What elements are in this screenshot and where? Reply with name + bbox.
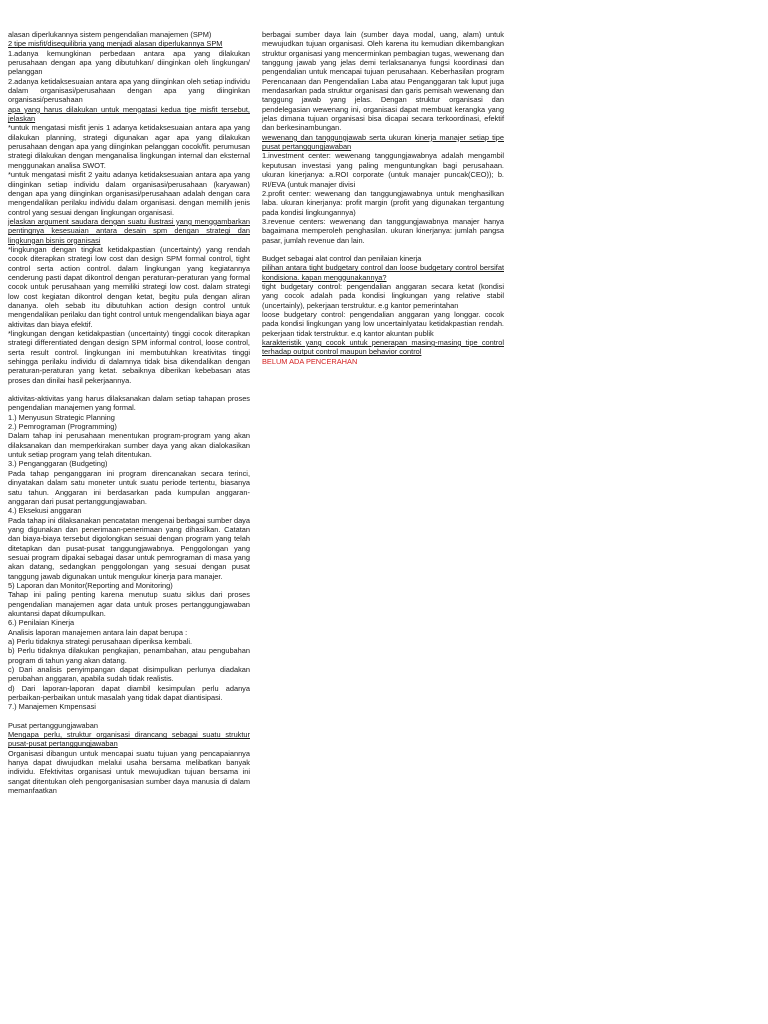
paragraph: Pusat pertanggungjawaban: [8, 720, 98, 730]
paragraph: berbagai sumber daya lain (sumber daya modal, uang, alam) untuk mewujudkan tujuan organisasi. Oleh karena itu kemudian dikembangkan struktur organisasi yang mencerminkan pembagian tugas, wewenang dan tanggung jawab yang jelas demi terlaksananya fungsi koordinasi dan pengendalian untuk mencapai tujuan perusahaan. Keberhasilan program Perencanaan dan Pengendalian Laba atau Penganggaran tak luput juga mendasarkan pada struktur organisasi dan garis pemisah wewenang dan tanggung jawab yang jelas. Dengan struktur organisasi dan pendelegasian wewenang ini, organisasi dapat membuat kerangka yang jelas dimana tujuan organisasi bisa dicapai secara terkoordinasi, efektif dan berkesinambungan.: [262, 30, 504, 133]
paragraph: c) Dari analisis penyimpangan dapat disimpulkan perlunya diadakan perubahan anggaran, apabila sudah tidak realistis.: [8, 665, 250, 684]
paragraph: 1.) Menyusun Strategic Planning: [8, 412, 115, 422]
paragraph: a) Perlu tidaknya strategi perusahaan diperiksa kembali.: [8, 637, 193, 646]
paragraph: *lingkungan dengan tingkat ketidakpastian (uncertainty) yang rendah cocok diterapkan strategi low cost dan design SPM formal control, tight control serta action control. dalam lingkungan yang kegiatannya cenderung pasti dapat dikontrol dengan peraturan-peraturan yang formal cocok untuk perusahaan yang memiliki strategi low cost. dalam strategi low cost kegiatan dikontrol dengan ketat, begitu pula dengan aliran dananya. oleh sebab itu dibutuhkan action design control untuk mengendalikan perilaku dan tight control untuk mengendalikan biaya agar aktivitas dan biaya efektif.: [8, 244, 250, 329]
paragraph: b) Perlu tidaknya dilakukan pengkajian, penambahan, atau pengubahan program di tahun yang akan datang.: [8, 646, 250, 665]
left-column: [8, 30, 250, 796]
question-heading: karakteristik yang cocok untuk penerapan masing-masing tipe control terhadap output control maupun behavior control: [262, 338, 504, 357]
paragraph: *untuk mengatasi misfit 2 yaitu adanya ketidaksesuaian antara apa yang diinginkan setiap individu dalam organisasi/perusahaan (karyawan) dengan apa yang diinginkan organisasi/perusahaan adalah dengan cara mengendalikan perilaku individu dalam organisasi. dengan memilih jenis control yang sesuai dengan lingkungan organisasi.: [8, 170, 250, 217]
question-heading: 2 tipe misfit/disequilibria yang menjadi alasan diperlukannya SPM: [8, 39, 223, 49]
paragraph: tight budgetary control: pengendalian anggaran secara ketat (kondisi yang cocok adalah pada kondisi lingkungan yang relative stabil (uncertainly), pekerjaan terstruktur. e.g kantor pemerintahan: [262, 281, 504, 310]
paragraph: 6.) Penilaian Kinerja: [8, 618, 75, 628]
paragraph: Pada tahap penganggaran ini program direncanakan secara terinci, dinyatakan dalam satu moneter untuk suatu periode tertentu, biasanya satu tahun. Anggaran ini berdasarkan pada kumpulan anggaran-anggaran dari pusat pertanggungjawaban.: [8, 468, 250, 506]
paragraph: Budget sebagai alat control dan penilaian kinerja: [262, 253, 422, 263]
paragraph: loose budgetary control: pengendalian anggaran yang longgar. cocok pada kondisi lingkungan yang low uncertainlyatau ketidakpastian rendah. pekerjaan tidak terstruktur. e.q kantor akuntan publik: [262, 309, 504, 338]
question-heading: wewenang dan tanggungjawab serta ukuran kinerja manajer setiap tipe pusat pertanggungjawaban: [262, 132, 504, 152]
paragraph-gap: [8, 385, 250, 394]
paragraph: *lingkungan dengan ketidakpastian (uncertainty) tinggi cocok diterapkan strategi differentiated dengan design SPM informal control, loose control, serta result control. lingkungan ini membutuhkan kreativitas tinggi sehingga perilaku individu di dalamnya tidak bisa dikendalikan dengan peraturan-peraturan yang ketat. sebaiknya diberikan kebebasan atas proses dan dinilai hasil pekerjaannya.: [8, 329, 250, 385]
paragraph: 4.) Eksekusi anggaran: [8, 506, 82, 516]
paragraph: Pada tahap ini dilaksanakan pencatatan mengenai berbagai sumber daya yang digunakan dan penerimaan-penerimaan yang dihasilkan. Catatan dan biaya-biaya tersebut digolongkan sesuai dengan program yang telah ditetapkan dan pusat-pusat tanggungjawabnya. Penggolongan yang sesuai program dipakai sebagai dasar untuk pemrograman di masa yang akan datang, sedangkan penggolongan yang sesuai dengan pusat tanggung jawab digunakan untuk mengukur kinerja para manajer.: [8, 515, 250, 581]
paragraph: 7.) Manajemen Kmpensasi: [8, 702, 96, 712]
paragraph: 2.) Pemrograman (Programming): [8, 422, 117, 432]
paragraph: 2.profit center: wewenang dan tanggungjawabnya untuk menghasilkan laba. ukuran kinerjanya: profit margin (profit yang digunakan tergantung pada kondisi lingkungannya): [262, 188, 504, 217]
paragraph-gap: [8, 712, 250, 721]
paragraph: *untuk mengatasi misfit jenis 1 adanya ketidaksesuaian antara apa yang dilakukan planning, strategi digunakan agar apa yang dilakukan perusahaan dengan apa yang diinginkan pelanggan cocok/fit. perumusan strategi dilakukan dengan menganalisa lingkungan internal dan eksternal menggunakan analisa SWOT.: [8, 123, 250, 170]
question-heading: Mengapa perlu, struktur organisasi dirancang sebagai suatu struktur pusat-pusat pertanggungjawaban: [8, 730, 250, 749]
question-heading: jelaskan argument saudara dengan suatu ilustrasi yang menggambarkan pentingnya kesesuaian antara desain spm dengan strategi dan lingkungan bisnis organisasi: [8, 216, 250, 245]
question-heading: apa yang harus dilakukan untuk mengatasi kedua tipe misfit tersebut, jelaskan: [8, 104, 250, 124]
paragraph: Dalam tahap ini perusahaan menentukan program-program yang akan dilaksanakan dan memperkirakan sumber daya yang akan dialokasikan untuk setiap program yang telah ditentukan.: [8, 431, 250, 460]
paragraph: 3.) Penganggaran (Budgeting): [8, 459, 108, 469]
paragraph: Tahap ini paling penting karena menutup suatu siklus dari proses pengendalian manajemen agar data untuk proses pertanggungjawaban akuntansi dapat dikumpulkan.: [8, 590, 250, 618]
paragraph-gap: [262, 245, 504, 254]
red-note: BELUM ADA PENCERAHAN: [262, 356, 358, 366]
question-heading: pilihan antara tight budgetary control dan loose budgetary control bersifat kondisiona. kapan menggunakannya?: [262, 263, 504, 282]
paragraph: 2.adanya ketidaksesuaian antara apa yang diinginkan oleh setiap individu dalam organisasi/perusahaan dengan apa yang diinginkan organisasi/perusahaan: [8, 76, 250, 105]
paragraph: 3.revenue centers: wewenang dan tanggungjawabnya manajer hanya bagaimana memperoleh penghasilan. ukuran kinerjanya: jumlah pangsa pasar, jumlah revenue dan lain.: [262, 216, 504, 245]
paragraph: d) Dari laporan-laporan dapat diambil kesimpulan perlu adanya perbaikan-perbaikan untuk masalah yang tidak dapat diantisipasi.: [8, 683, 250, 703]
right-column: [262, 30, 504, 366]
paragraph: 1.investment center: wewenang tanggungjawabnya adalah mengambil keputusan investasi yang paling menguntungkan bagi perusahaan. ukuran kinerjanya: a.ROI corporate (untuk manajer puncak(CEO)); b. RI/EVA (untuk manajer divisi: [262, 151, 504, 189]
paragraph: 1.adanya kemungkinan perbedaan antara apa yang dilakukan perusahaan dengan apa yang dibutuhkan/ diinginkan oleh lingkungan/ pelanggan: [8, 48, 250, 77]
paragraph: Organisasi dibangun untuk mencapai suatu tujuan yang pencapaiannya hanya dapat diwujudkan melalui usaha bersama melibatkan banyak individu. Efektivitas organisasi untuk mewujudkan tujuan bersama ini sangat ditentukan oleh pengorganisasian sumber daya manusia di dalam memanfaatkan: [8, 748, 250, 796]
paragraph: 5) Laporan dan Monitor(Reporting and Monitoring): [8, 580, 173, 590]
paragraph: aktivitas-aktivitas yang harus dilaksanakan dalam setiap tahapan proses pengendalian manajemen yang formal.: [8, 394, 250, 413]
paragraph: Analisis laporan manajemen antara lain dapat berupa :: [8, 627, 188, 637]
paragraph: alasan diperlukannya sistem pengendalian manajemen (SPM): [8, 30, 212, 39]
